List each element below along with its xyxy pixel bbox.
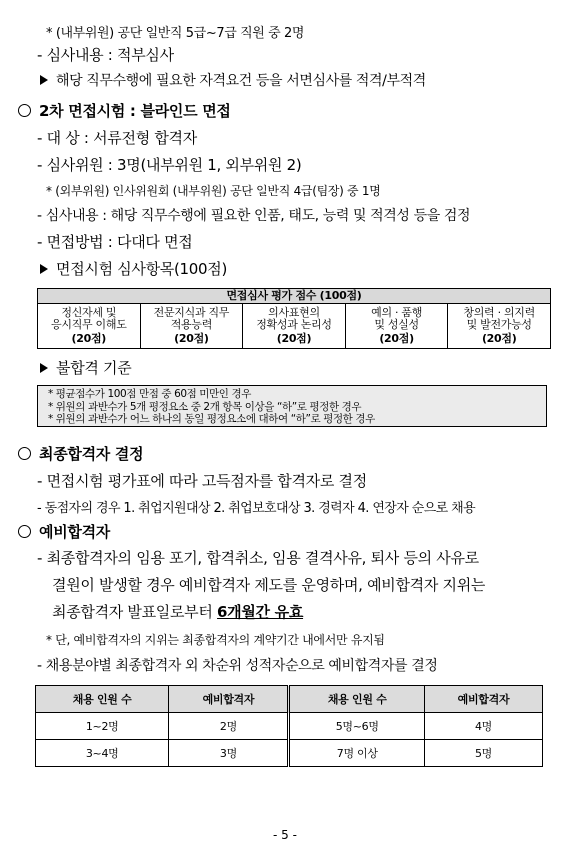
score-item: 의사표현의 정확성과 논리성 (20점) [243, 304, 346, 349]
table-cell: 1~2명 [36, 713, 169, 740]
interview-items-text: 면접시험 심사항목(100점) [56, 260, 228, 278]
table-row [36, 713, 543, 740]
section-interview-title [18, 100, 231, 121]
table-header-cell: 채용 인원 수 [36, 686, 169, 713]
fail-criterion: * 평균점수가 100점 만점 중 60점 미만인 경우 [48, 388, 251, 400]
review-content: - 심사내용 : 적부심사 [37, 46, 174, 64]
reserve-line-4: - 채용분야별 최종합격자 외 차순위 성적자순으로 예비합격자를 결정 [37, 658, 438, 674]
table-header-row [36, 686, 543, 713]
table-cell: 5명 [424, 740, 542, 767]
review-detail [40, 70, 426, 90]
circle-bullet-icon [18, 525, 31, 538]
table-cell: 3명 [169, 740, 289, 767]
fail-criterion: * 위원의 과반수가 5개 평정요소 중 2개 항목 이상을 “하”로 평정한 경우 [48, 400, 362, 413]
table-cell: 4명 [424, 713, 542, 740]
section-final-title [18, 443, 143, 464]
interview-score-table [37, 288, 551, 349]
score-item: 창의력 · 의지력 및 발전가능성 (20점) [448, 304, 551, 349]
score-item: 전문지식과 직무 적용능력 (20점) [140, 304, 243, 349]
score-item: 예의 · 품행 및 성실성 (20점) [345, 304, 448, 349]
inner-member-note: * (내부위원) 공단 일반직 5급~7급 직원 중 2명 [46, 26, 305, 41]
table-cell: 2명 [169, 713, 289, 740]
reserve-note: * 단, 예비합격자의 지위는 최종합격자의 계약기간 내에서만 유지됨 [46, 633, 385, 647]
reserve-line-1: - 최종합격자의 임용 포기, 합격취소, 임용 결격사유, 퇴사 등의 사유로 [37, 549, 479, 567]
reserve-line-2: 결원이 발생할 경우 예비합격자 제도를 운영하며, 예비합격자 지위는 [52, 576, 486, 594]
triangle-bullet-icon [40, 363, 48, 373]
interview-content-line: - 심사내용 : 해당 직무수행에 필요한 인품, 태도, 능력 및 적격성 등을 검정 [37, 208, 471, 224]
circle-bullet-icon [18, 447, 31, 460]
table-row [36, 740, 543, 767]
tie-rule-line: - 동점자의 경우 1. 취업지원대상 2. 취업보호대상 3. 경력자 4. 연장자 순으로 채용 [37, 501, 476, 516]
triangle-bullet-icon [40, 264, 48, 274]
score-table-title: 면접심사 평가 점수 (100점) [38, 289, 551, 304]
interview-method-line: - 면접방법 : 다대다 면접 [37, 233, 193, 251]
score-item: 정신자세 및 응시직무 이해도 (20점) [38, 304, 141, 349]
section-reserve-text: 예비합격자 [39, 523, 110, 541]
validity-emphasis: 6개월간 유효 [217, 603, 304, 621]
table-header-cell: 예비합격자 [169, 686, 289, 713]
fail-criteria-title [40, 357, 131, 378]
section-interview-text: 2차 면접시험 : 블라인드 면접 [39, 102, 231, 120]
final-rule-line: - 면접시험 평가표에 따라 고득점자를 합격자로 결정 [37, 472, 367, 490]
review-detail-text: 해당 직무수행에 필요한 자격요건 등을 서면심사를 적격/부적격 [56, 73, 426, 89]
reserve-line-3: 최종합격자 발표일로부터 6개월간 유효 [52, 603, 304, 621]
outer-member-note: * (외부위원) 인사위원회 (내부위원) 공단 일반직 4급(팀장) 중 1명 [46, 184, 381, 198]
table-cell: 7명 이상 [289, 740, 424, 767]
section-reserve-title [18, 521, 110, 542]
fail-criteria-box [37, 385, 547, 427]
triangle-bullet-icon [40, 75, 48, 85]
interview-items-title [40, 258, 227, 279]
fail-criterion: * 위원의 과반수가 어느 하나의 동일 평정요소에 대하여 “하”로 평정한 경우 [48, 413, 375, 425]
section-final-text: 최종합격자 결정 [39, 445, 144, 463]
reserve-table [35, 685, 543, 767]
target-line: - 대 상 : 서류전형 합격자 [37, 129, 197, 147]
page-number: - 5 - [273, 828, 297, 842]
circle-bullet-icon [18, 104, 31, 117]
table-header-cell: 예비합격자 [424, 686, 542, 713]
judges-line: - 심사위원 : 3명(내부위원 1, 외부위원 2) [37, 156, 302, 174]
table-header-cell: 채용 인원 수 [289, 686, 424, 713]
table-cell: 3~4명 [36, 740, 169, 767]
table-cell: 5명~6명 [289, 713, 424, 740]
fail-criteria-text: 불합격 기준 [56, 359, 132, 377]
